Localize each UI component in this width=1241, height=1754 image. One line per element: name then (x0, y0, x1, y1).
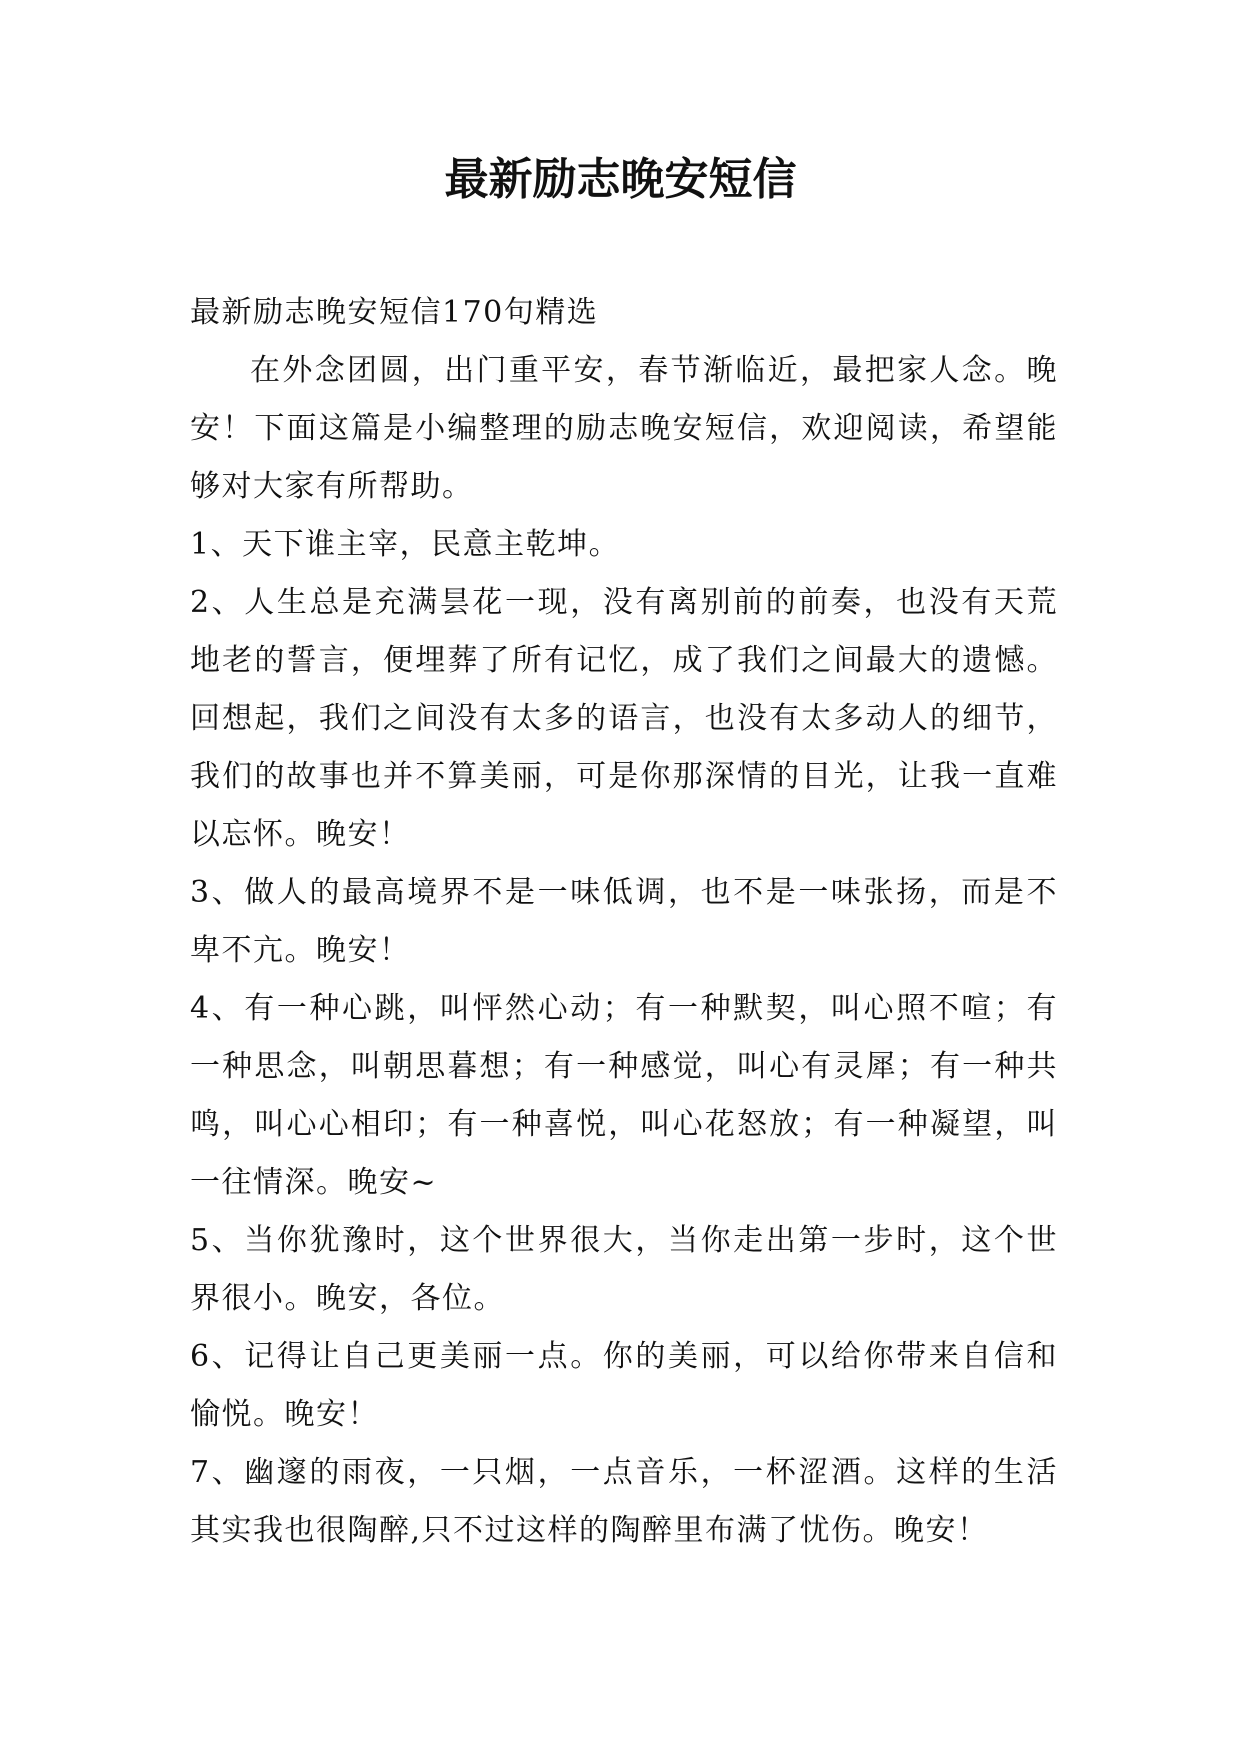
document-title: 最新励志晚安短信 (444, 154, 797, 205)
list-item: 2、人生总是充满昙花一现，没有离别前的前奏，也没有天荒地老的誓言，便埋葬了所有记忆，成了我们之间最大的遗憾。回想起，我们之间没有太多的语言，也没有太多动人的细节，我们的故事也并不算美丽，可是你那深情的目光，让我一直难以忘怀。晚安！ (190, 585, 1058, 852)
document-subtitle: 最新励志晚安短信170句精选 (190, 295, 599, 330)
list-item: 6、记得让自己更美丽一点。你的美丽，可以给你带来自信和愉悦。晚安！ (190, 1339, 1058, 1432)
list-item: 7、幽邃的雨夜，一只烟，一点音乐，一杯涩酒。这样的生活其实我也很陶醉,只不过这样的陶醉里布满了忧伤。晚安！ (190, 1455, 1058, 1548)
list-item: 1、天下谁主宰，民意主乾坤。 (190, 527, 621, 562)
list-item: 5、当你犹豫时，这个世界很大，当你走出第一步时，这个世界很小。晚安，各位。 (190, 1223, 1058, 1316)
list-item: 3、做人的最高境界不是一味低调，也不是一味张扬，而是不卑不亢。晚安！ (190, 875, 1058, 968)
list-item: 4、有一种心跳，叫怦然心动；有一种默契，叫心照不喧；有一种思念，叫朝思暮想；有一种感觉，叫心有灵犀；有一种共鸣，叫心心相印；有一种喜悦，叫心花怒放；有一种凝望，叫一往情深。晚安~ (190, 991, 1058, 1200)
intro-paragraph: 在外念团圆，出门重平安，春节渐临近，最把家人念。晚安！下面这篇是小编整理的励志晚安短信，欢迎阅读，希望能够对大家有所帮助。 (190, 353, 1058, 504)
document-body (190, 284, 1058, 1560)
